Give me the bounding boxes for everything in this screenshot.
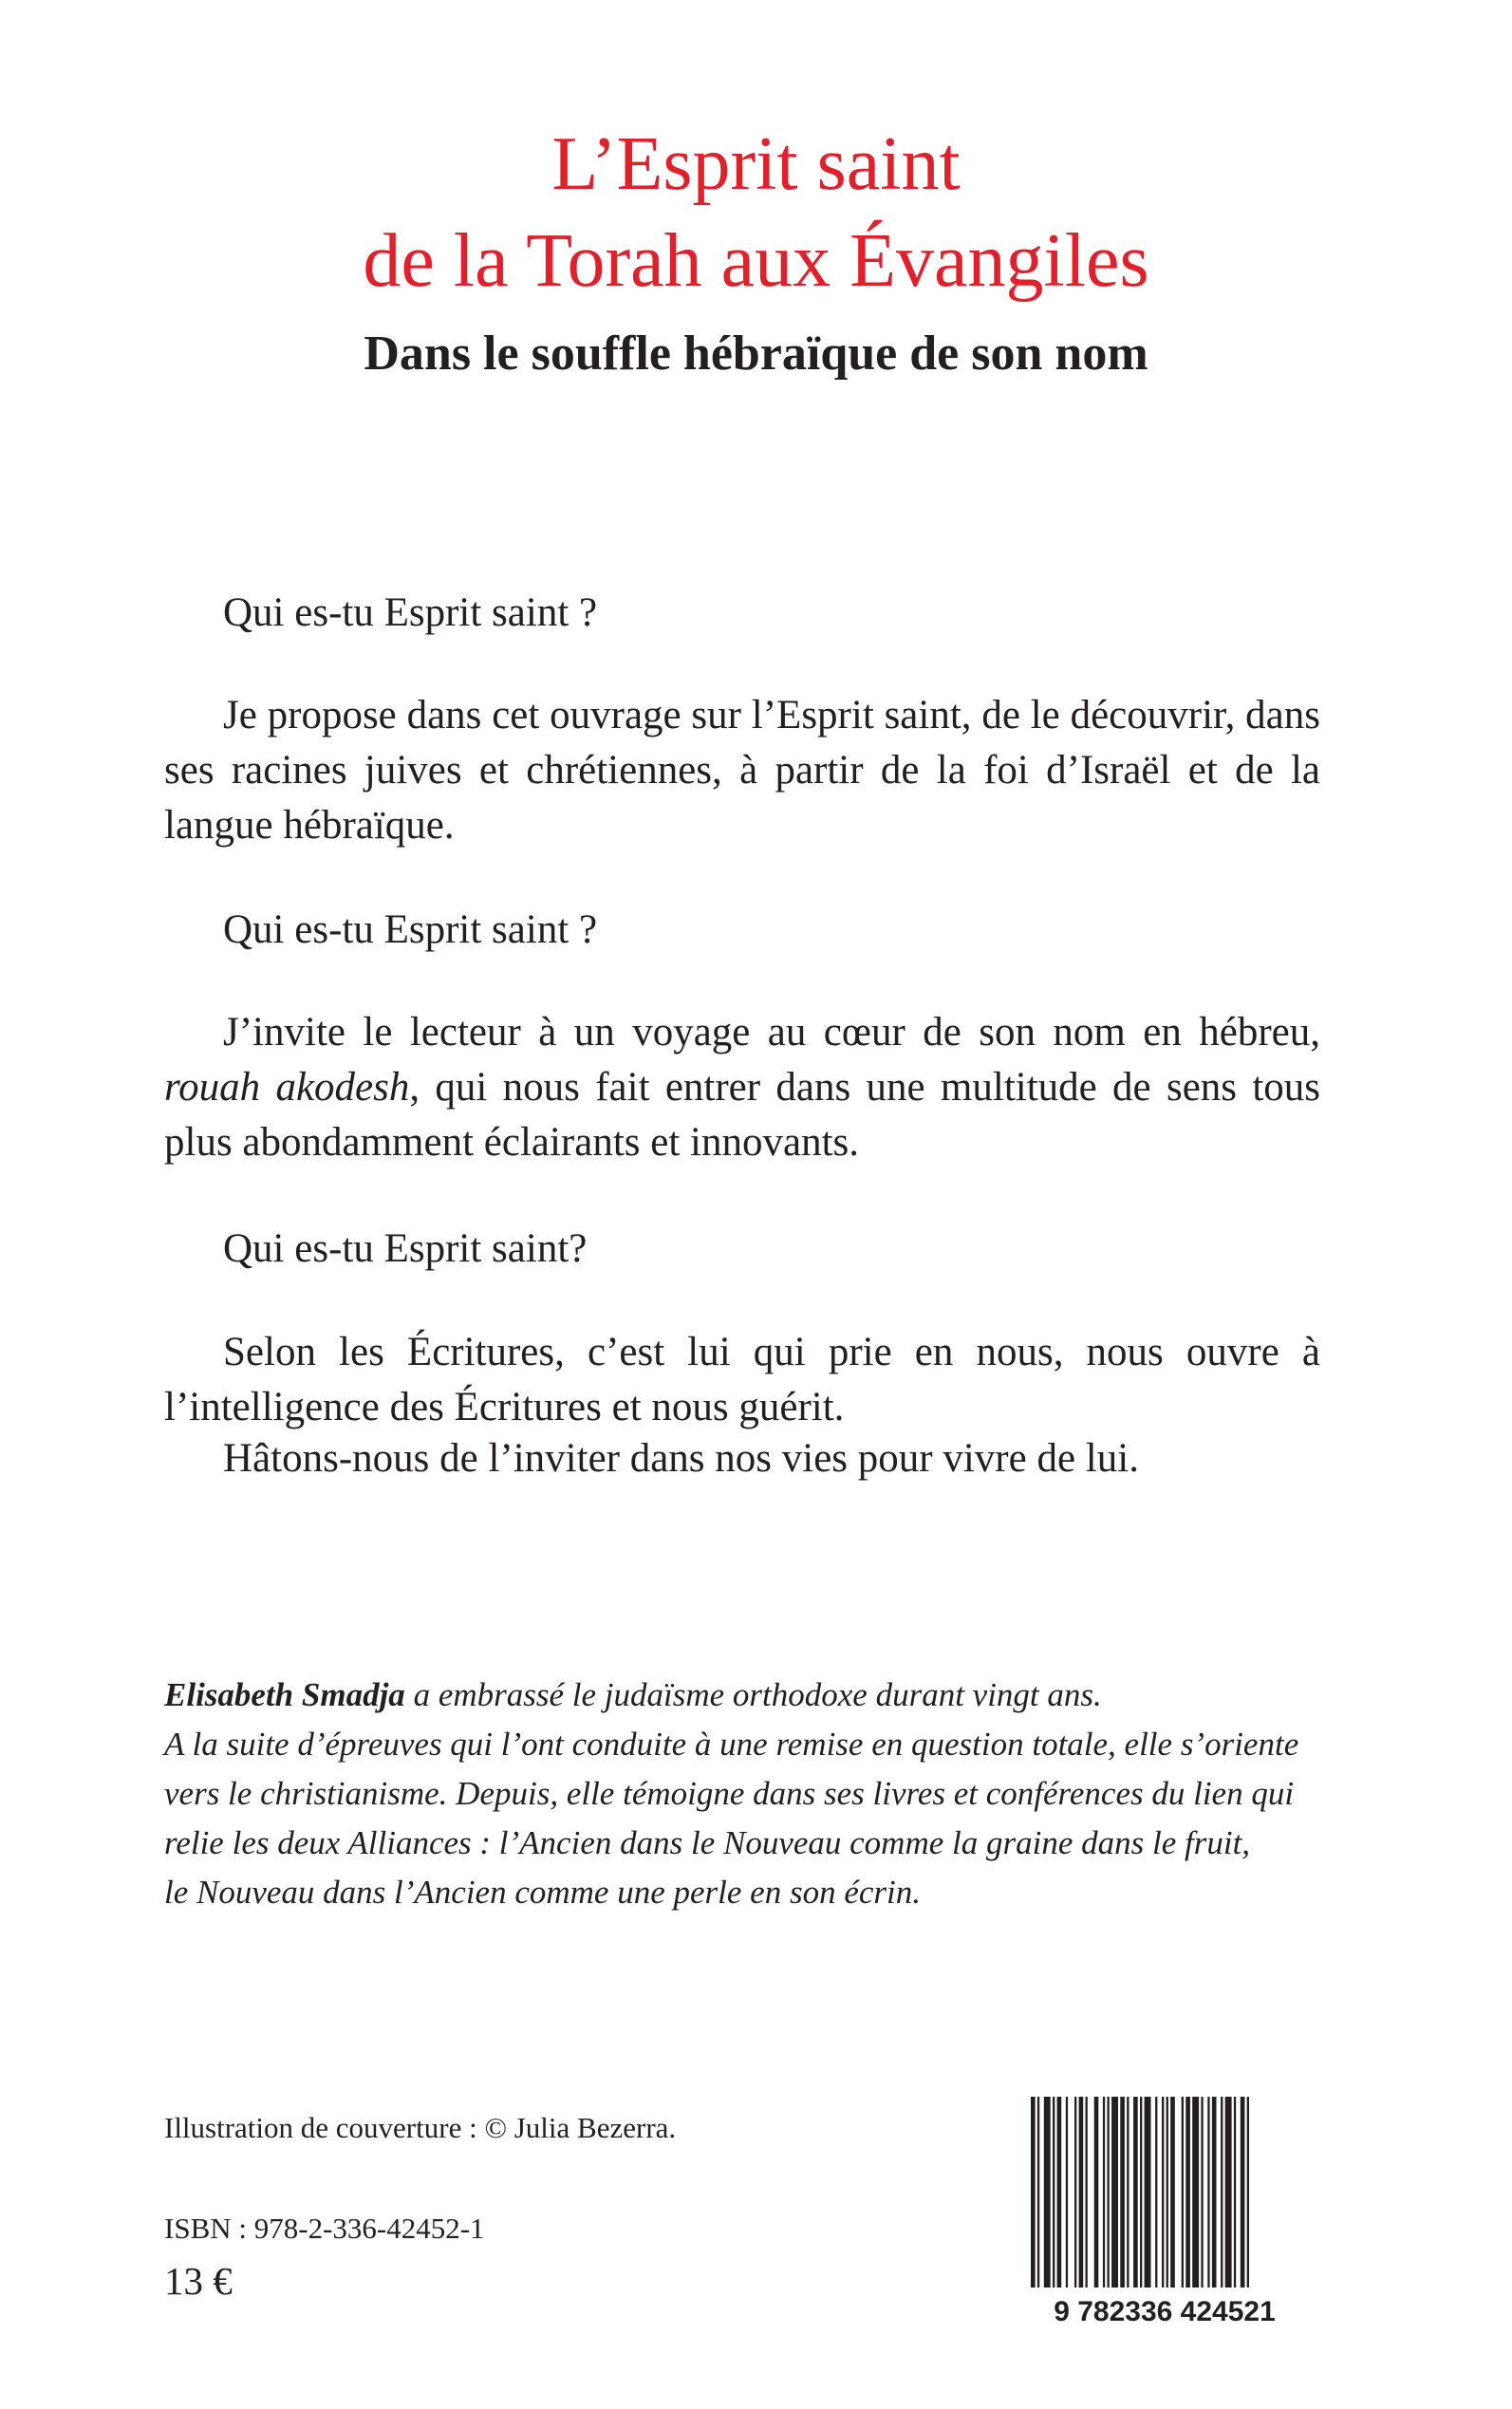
- author-bio: [164, 1671, 1320, 1917]
- barcode-bar: [1167, 2097, 1168, 2304]
- price: 13 €: [164, 2259, 233, 2303]
- barcode-bar: [1145, 2097, 1151, 2304]
- barcode-bar: [1212, 2097, 1217, 2304]
- barcode-bar: [1241, 2097, 1245, 2304]
- blurb-paragraph-3: Qui es-tu Esprit saint ?: [223, 907, 598, 952]
- subtitle: Dans le souffle hébraïque de son nom: [364, 327, 1148, 381]
- bio-line-1: Elisabeth Smadja a embrassé le judaïsme orthodoxe durant vingt ans.: [164, 1676, 1102, 1713]
- blurb-paragraph-2: Je propose dans cet ouvrage sur l’Esprit saint, de le découvrir, dans ses racines juives et chrétiennes, à partir de la foi d’Israël et de la langue hébraïque.: [164, 693, 1320, 848]
- barcode-digits: 9 782336 424521: [1054, 2296, 1276, 2327]
- barcode-bar: [1037, 2097, 1039, 2304]
- barcode-bar: [1185, 2097, 1190, 2304]
- barcode-bar: [1201, 2097, 1203, 2304]
- barcode-bar: [1162, 2097, 1164, 2304]
- blurb-paragraph-5: Qui es-tu Esprit saint?: [223, 1226, 588, 1271]
- barcode-bar: [1127, 2097, 1129, 2304]
- barcode-bar: [1182, 2097, 1184, 2304]
- blurb-paragraph-6: Selon les Écritures, c’est lui qui prie en nous, nous ouvre à l’intelligence des Écritures et nous guérit.: [164, 1330, 1320, 1429]
- barcode-bar: [1057, 2097, 1062, 2304]
- barcode-bar: [1031, 2097, 1036, 2304]
- barcode-bar: [1155, 2097, 1157, 2304]
- barcode-bar: [1133, 2097, 1138, 2304]
- barcode-bar: [1225, 2097, 1232, 2304]
- barcode-bar: [1140, 2097, 1142, 2304]
- barcode-bar: [1086, 2097, 1088, 2304]
- title-line-2: de la Torah aux Évangiles: [363, 219, 1149, 303]
- bio-line-4: relie les deux Alliances : l’Ancien dans le Nouveau comme la graine dans le fruit,: [164, 1824, 1251, 1861]
- bio-line-3: vers le christianisme. Depuis, elle témoigne dans ses livres et conférences du lien qui: [164, 1775, 1295, 1812]
- barcode-bar: [1207, 2097, 1209, 2304]
- barcode: [1008, 2093, 1322, 2331]
- blurb-paragraph-4: [164, 1005, 1320, 1170]
- barcode-bar: [1192, 2097, 1199, 2304]
- barcode-bar: [1044, 2097, 1051, 2304]
- barcode-bar: [1221, 2097, 1223, 2304]
- blurb-paragraph-1: Qui es-tu Esprit saint ?: [223, 590, 598, 635]
- title-line-1: L’Esprit saint: [551, 122, 961, 206]
- barcode-bar: [1234, 2097, 1236, 2304]
- barcode-bar: [1103, 2097, 1105, 2304]
- bio-line-5: le Nouveau dans l’Ancien comme une perle en son écrin.: [164, 1874, 921, 1911]
- author-name: Elisabeth Smadja: [164, 1676, 405, 1713]
- blurb-p4-start: J’invite le lecteur à un voyage au cœur de son nom en hébreu,: [223, 1010, 1320, 1055]
- isbn: ISBN : 978-2-336-42452-1: [164, 2212, 485, 2245]
- barcode-bar: [1074, 2097, 1076, 2304]
- barcode-bar: [1247, 2097, 1249, 2304]
- blurb-p4-end: , qui nous fait entrer dans une multitude de sens tous plus abondamment éclairants et innovants.: [164, 1065, 1320, 1165]
- barcode-bar: [1066, 2097, 1068, 2304]
- barcode-bar: [1053, 2097, 1055, 2304]
- bio-line-2: A la suite d’épreuves qui l’ont conduite à une remise en question totale, elle s’oriente: [164, 1726, 1299, 1763]
- hebrew-term: rouah akodesh: [164, 1065, 410, 1110]
- illustration-credit: Illustration de couverture : © Julia Bezerra.: [164, 2111, 677, 2144]
- barcode-bar: [1108, 2097, 1110, 2304]
- barcode-bar: [1094, 2097, 1099, 2304]
- blurb-paragraph-7: Hâtons-nous de l’inviter dans nos vies pour vivre de lui.: [223, 1436, 1139, 1481]
- barcode-bar: [1111, 2097, 1118, 2304]
- barcode-bars: [1031, 2097, 1249, 2304]
- barcode-bar: [1079, 2097, 1084, 2304]
- barcode-bar: [1120, 2097, 1125, 2304]
- barcode-bar: [1170, 2097, 1175, 2304]
